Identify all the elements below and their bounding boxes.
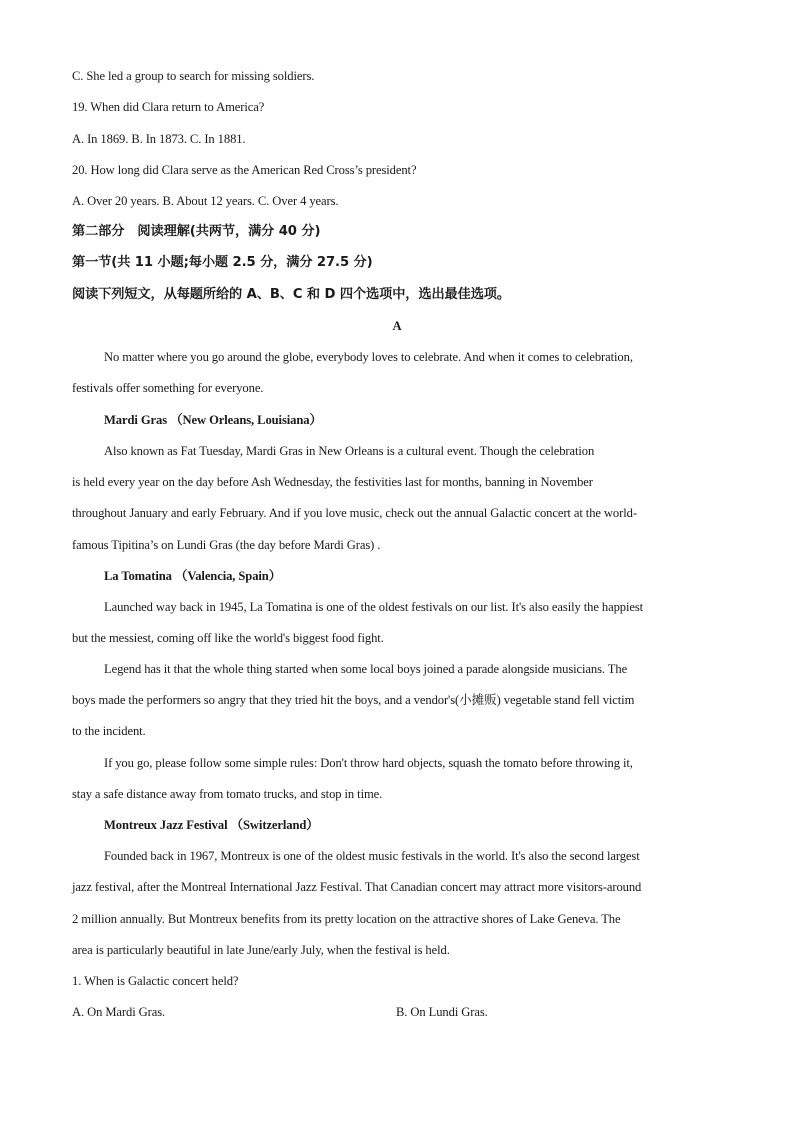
heading-montreux: Montreux Jazz Festival （Switzerland） (104, 818, 319, 832)
paragraph-legend-line-1: Legend has it that the whole thing started when some local boys joined a parade alongside musicians. The (104, 662, 628, 676)
paragraph-tomatina-line-2: but the messiest, coming off like the world's biggest food fight. (72, 631, 384, 645)
paragraph-montreux-line-1: Founded back in 1967, Montreux is one of the oldest music festivals in the world. It's also the second largest (104, 849, 640, 863)
question-19: 19. When did Clara return to America? (72, 100, 265, 114)
heading-mardi-gras: Mardi Gras （New Orleans, Louisiana） (104, 413, 322, 427)
question-20-options: A. Over 20 years. B. About 12 years. C. Over 4 years. (72, 194, 339, 208)
paragraph-montreux-line-4: area is particularly beautiful in late June/early July, when the festival is held. (72, 943, 450, 957)
paragraph-montreux-line-3: 2 million annually. But Montreux benefits from its pretty location on the attractive shores of Lake Geneva. The (72, 912, 621, 926)
question-19-options: A. In 1869. B. In 1873. C. In 1881. (72, 132, 246, 146)
paragraph-mardi-gras-line-4: famous Tipitina’s on Lundi Gras (the day before Mardi Gras) . (72, 538, 381, 552)
section-one-heading: 第一节(共 11 小题;每小题 2.5 分，满分 27.5 分) (72, 255, 373, 270)
paragraph-legend-line-3: to the incident. (72, 724, 146, 738)
paragraph-tomatina-line-1: Launched way back in 1945, La Tomatina is one of the oldest festivals on our list. It's also easily the happiest (104, 600, 644, 614)
question-1: 1. When is Galactic concert held? (72, 974, 239, 988)
paragraph-rules-line-2: stay a safe distance away from tomato trucks, and stop in time. (72, 787, 383, 801)
heading-la-tomatina: La Tomatina （Valencia, Spain） (104, 569, 282, 583)
paragraph-mardi-gras-line-1: Also known as Fat Tuesday, Mardi Gras in New Orleans is a cultural event. Though the celebration (104, 444, 595, 458)
question-1-option-a: A. On Mardi Gras. (72, 1005, 166, 1019)
question-20: 20. How long did Clara serve as the American Red Cross’s president? (72, 163, 417, 177)
paragraph-intro-line-1: No matter where you go around the globe, everybody loves to celebrate. And when it comes to celebration, (104, 350, 633, 364)
part-two-heading: 第二部分 阅读理解(共两节，满分 40 分) (72, 224, 321, 239)
question-18-option-c: C. She led a group to search for missing soldiers. (72, 69, 315, 83)
paragraph-mardi-gras-line-2: is held every year on the day before Ash Wednesday, the festivities last for months, banning in November (72, 475, 593, 489)
paragraph-intro-line-2: festivals offer something for everyone. (72, 381, 264, 395)
paragraph-mardi-gras-line-3: throughout January and early February. And if you love music, check out the annual Galactic concert at the world- (72, 506, 637, 520)
paragraph-montreux-line-2: jazz festival, after the Montreal International Jazz Festival. That Canadian concert may attract more visitors-around (72, 880, 642, 894)
question-1-option-b: B. On Lundi Gras. (396, 1005, 488, 1019)
instructions: 阅读下列短文，从每题所给的 A、B、C 和 D 四个选项中，选出最佳选项。 (72, 287, 510, 302)
paragraph-legend-line-2: boys made the performers so angry that they tried hit the boys, and a vendor's(小摊贩) vegetable stand fell victim (72, 693, 635, 707)
passage-letter: A (392, 319, 402, 333)
paragraph-rules-line-1: If you go, please follow some simple rules: Don't throw hard objects, squash the tomato before throwing it, (104, 756, 633, 770)
